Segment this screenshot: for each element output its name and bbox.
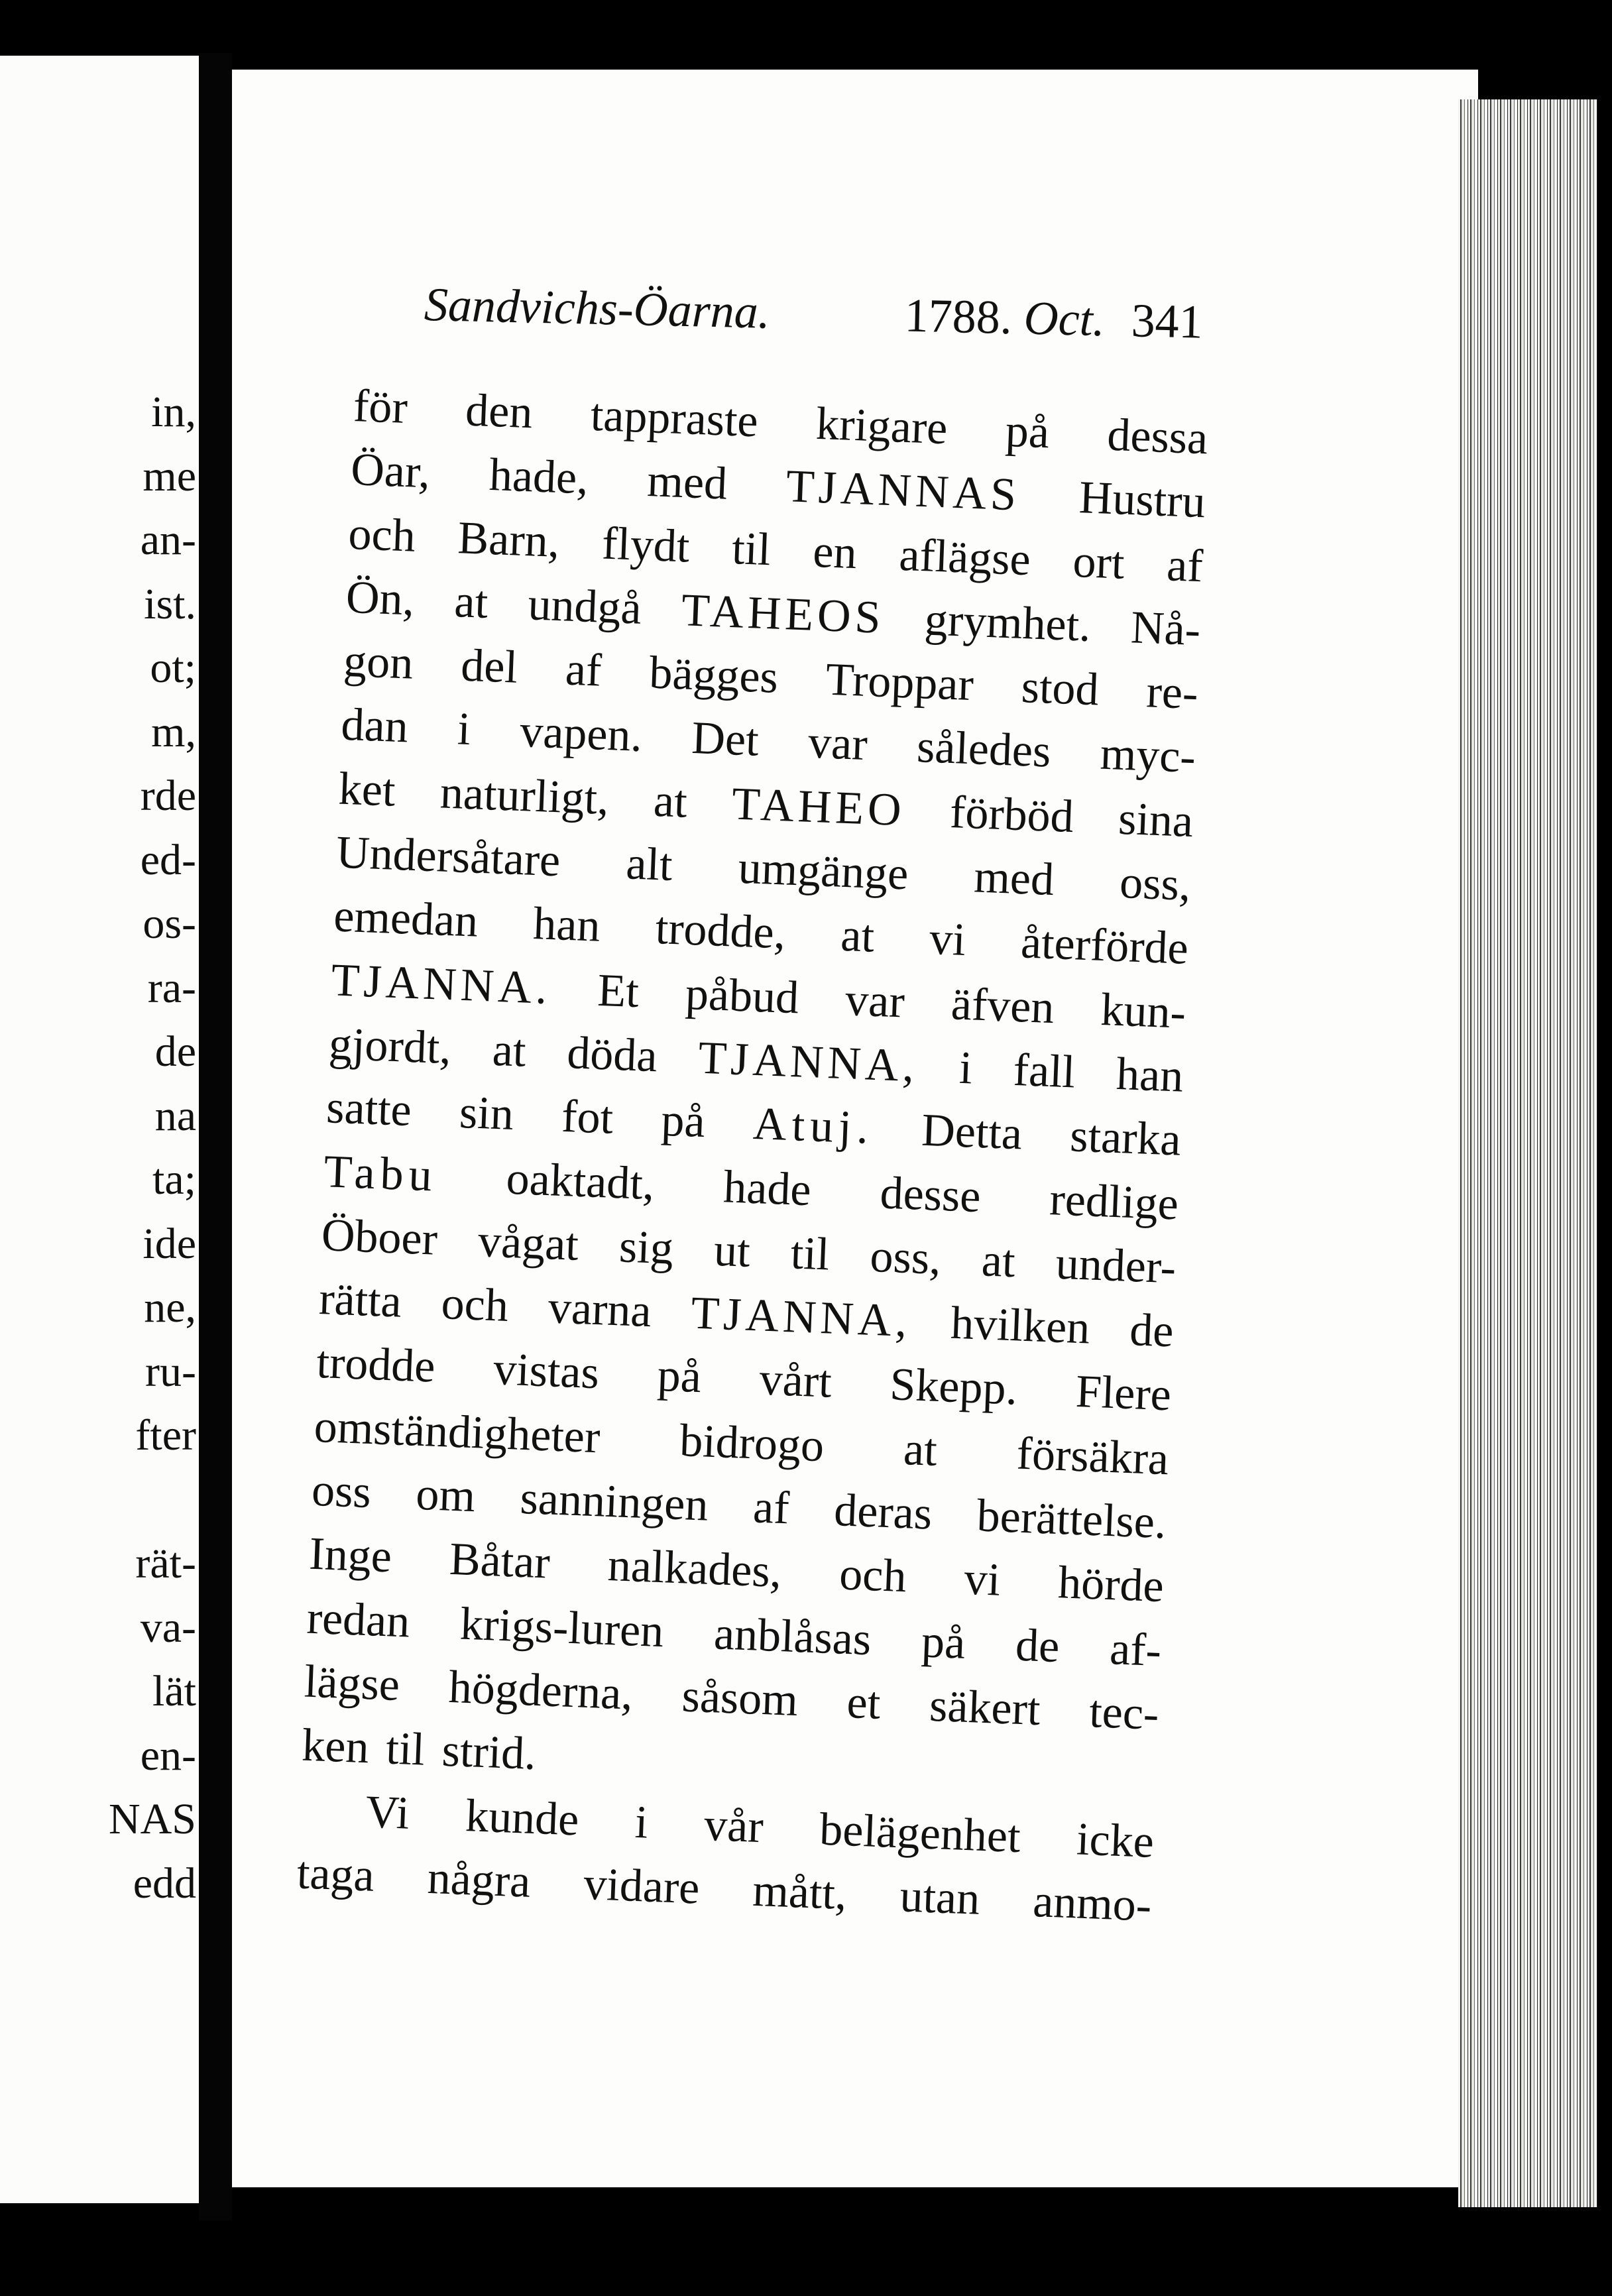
word: starka: [1069, 1110, 1182, 1166]
word: myc-: [1099, 728, 1197, 783]
left-page-fragment: [0, 56, 199, 2203]
word: TJANNAS: [785, 461, 1021, 521]
word: sanningen: [519, 1472, 709, 1531]
word: de: [1128, 1304, 1175, 1357]
word: af: [1165, 539, 1204, 592]
word: vidare: [583, 1858, 701, 1914]
word: Inge: [308, 1528, 393, 1583]
word: och: [838, 1548, 907, 1603]
left-page-line: ta;: [152, 1155, 196, 1204]
word: kun-: [1100, 984, 1187, 1039]
left-page-line: en-: [140, 1731, 196, 1780]
word: trodde: [316, 1337, 436, 1393]
word: Troppar: [825, 654, 975, 711]
word: med: [646, 455, 728, 510]
word: tappraste: [589, 389, 760, 447]
word: Vi: [365, 1786, 411, 1839]
left-page-line: rät-: [135, 1539, 196, 1587]
word: om: [415, 1468, 477, 1522]
word: at: [491, 1024, 527, 1077]
word: alt: [625, 838, 673, 891]
word: gjordt,: [327, 1018, 453, 1074]
word: til: [730, 522, 772, 575]
word: vi: [928, 913, 967, 966]
left-page-text: [109, 380, 196, 1916]
left-page-line: NAS: [108, 1795, 196, 1843]
word: flydt: [601, 518, 691, 573]
word: anblåsas: [713, 1607, 872, 1665]
word: oss,: [869, 1230, 943, 1285]
word: Nå-: [1129, 602, 1202, 656]
left-page-line: va-: [140, 1603, 196, 1652]
word: Flere: [1074, 1366, 1173, 1421]
word: berättelse.: [976, 1490, 1167, 1549]
word: TAHEO: [730, 778, 907, 836]
word: dan: [340, 699, 410, 753]
word: på: [1004, 405, 1051, 459]
word: undgå: [527, 579, 643, 634]
word: Tabu: [323, 1145, 439, 1202]
word: strid.: [441, 1725, 538, 1780]
word: stod: [1020, 661, 1100, 716]
word: återförde: [1019, 917, 1190, 975]
word: tec-: [1088, 1686, 1160, 1740]
word: oaktadt,: [505, 1153, 656, 1210]
word: at: [453, 575, 489, 628]
word: ket: [337, 763, 396, 817]
word: hörde: [1057, 1557, 1165, 1613]
word: några: [426, 1852, 532, 1908]
word: Det: [691, 713, 760, 767]
left-page-line: os-: [143, 899, 196, 948]
body-text: [296, 374, 1209, 1938]
header-date: [904, 288, 1106, 347]
word: vågat: [477, 1216, 580, 1271]
word: Öboer: [320, 1209, 439, 1265]
left-page-line: me: [143, 451, 196, 500]
left-page-line: ot;: [150, 644, 196, 692]
word: fall: [1012, 1044, 1076, 1098]
word: vistas: [492, 1344, 601, 1399]
word: grymhet.: [923, 594, 1092, 652]
word: lägse: [303, 1656, 401, 1711]
word: på: [656, 1350, 703, 1403]
word: Undersåtare: [335, 827, 561, 887]
left-page-line: in,: [151, 388, 196, 436]
word: oss,: [1118, 856, 1192, 911]
word: satte: [325, 1082, 413, 1137]
word: at: [980, 1235, 1017, 1288]
word: redan: [306, 1592, 411, 1648]
word: ort: [1072, 536, 1125, 589]
word: del: [459, 640, 519, 693]
word: omständigheter: [313, 1401, 601, 1464]
word: förböd: [949, 786, 1075, 842]
word: vår: [703, 1799, 765, 1853]
word: på: [660, 1094, 707, 1148]
word: ut: [713, 1224, 752, 1277]
word: TJANNA,: [690, 1287, 912, 1348]
word: Båtar: [448, 1534, 551, 1589]
word: taga: [296, 1847, 376, 1902]
word: vi: [963, 1554, 1002, 1607]
word: krigare: [815, 398, 949, 455]
word: döda: [566, 1027, 659, 1082]
word: af-: [1108, 1623, 1163, 1676]
word: påbud: [684, 968, 800, 1024]
word: Barn,: [457, 512, 561, 567]
word: i: [634, 1796, 650, 1849]
word: var: [807, 717, 869, 771]
word: TJANNA,: [697, 1032, 919, 1092]
word: äfven: [950, 978, 1055, 1033]
word: bägges: [648, 647, 779, 704]
header-year: 1788.: [903, 288, 1013, 345]
word: naturligt,: [439, 767, 610, 825]
word: icke: [1075, 1813, 1155, 1868]
left-page-line: fter: [135, 1411, 196, 1460]
left-page-line: ide: [143, 1219, 196, 1268]
word: sig: [618, 1221, 675, 1275]
left-page-line: na: [154, 1091, 196, 1140]
word: desse: [879, 1167, 982, 1222]
word: til: [385, 1723, 426, 1776]
word: såsom: [681, 1670, 799, 1727]
word: TAHEOS: [680, 585, 886, 644]
word: på: [920, 1615, 966, 1669]
word: sin: [458, 1087, 515, 1141]
word: med: [973, 851, 1055, 906]
word: Öar,: [350, 444, 432, 498]
word: TJANNA.: [330, 954, 552, 1014]
word: re-: [1145, 666, 1199, 720]
word: bidrogo: [678, 1414, 825, 1472]
word: sina: [1117, 793, 1194, 847]
left-page-line: an-: [140, 516, 196, 564]
word: hade: [722, 1161, 813, 1216]
word: mått,: [752, 1865, 848, 1920]
word: vårt: [758, 1354, 833, 1408]
word: och: [440, 1278, 510, 1332]
word: var: [844, 974, 906, 1028]
word: gon: [342, 635, 414, 689]
word: rätta: [317, 1273, 403, 1328]
word: ken: [301, 1719, 371, 1774]
word: dessa: [1106, 409, 1209, 465]
word: högderna,: [447, 1661, 634, 1720]
header-month: Oct.: [1023, 291, 1106, 347]
book-gutter: [199, 53, 232, 2220]
word: af: [564, 644, 603, 697]
word: Et: [597, 964, 640, 1017]
word: af: [752, 1481, 791, 1534]
word: i: [456, 703, 472, 756]
left-page-line: ne,: [144, 1283, 196, 1332]
word: den: [464, 384, 534, 439]
word: således: [915, 721, 1052, 778]
word: varna: [547, 1282, 652, 1338]
left-page-line: ru-: [145, 1347, 196, 1396]
word: trodde,: [654, 903, 787, 959]
word: Detta: [921, 1104, 1023, 1160]
word: kunde: [464, 1790, 580, 1846]
left-page-line: edd: [133, 1859, 196, 1908]
word: fot: [560, 1091, 614, 1145]
word: umgänge: [737, 842, 909, 900]
word: oss: [310, 1464, 373, 1519]
left-page-line: ed-: [140, 835, 196, 884]
word: säkert: [928, 1680, 1041, 1736]
word: under-: [1055, 1237, 1177, 1294]
left-page-line: ra-: [147, 963, 196, 1012]
left-page-line: de: [154, 1027, 196, 1076]
word: i: [958, 1042, 974, 1094]
left-page-line: [109, 1468, 196, 1532]
left-page-line: m,: [151, 707, 196, 756]
word: anmo-: [1031, 1875, 1153, 1931]
left-page-line: rde: [140, 772, 196, 820]
word: Atuj.: [752, 1098, 875, 1155]
word: utan: [899, 1870, 981, 1925]
page-number: 341: [1130, 294, 1204, 349]
word: til: [789, 1228, 831, 1281]
word: försäkra: [1015, 1428, 1170, 1485]
word: de: [1014, 1619, 1061, 1672]
word: Hustru: [1078, 472, 1206, 528]
word: och: [347, 508, 417, 562]
left-page-line: ist.: [144, 579, 196, 628]
word: deras: [833, 1485, 933, 1540]
word: hvilken: [949, 1297, 1091, 1354]
word: en: [812, 526, 858, 579]
word: belägenhet: [819, 1804, 1021, 1863]
word: Ön,: [345, 571, 416, 626]
word: han: [1115, 1048, 1184, 1102]
word: för: [352, 380, 409, 434]
word: hade,: [488, 449, 590, 504]
word: at: [840, 910, 876, 963]
word: vapen.: [518, 706, 644, 762]
word: nalkades,: [606, 1540, 783, 1598]
page-edges: [1458, 99, 1597, 2207]
word: han: [532, 898, 601, 952]
word: Skepp.: [889, 1359, 1019, 1415]
left-page-line: lät: [152, 1667, 196, 1715]
word: at: [652, 775, 689, 828]
word: aflägse: [898, 529, 1032, 585]
word: emedan: [333, 890, 479, 948]
running-head: Sandvichs-Öarna.: [424, 278, 771, 339]
word: krigs-luren: [459, 1598, 665, 1657]
word: et: [846, 1676, 882, 1729]
word: at: [902, 1423, 939, 1476]
word: redlige: [1049, 1173, 1180, 1230]
